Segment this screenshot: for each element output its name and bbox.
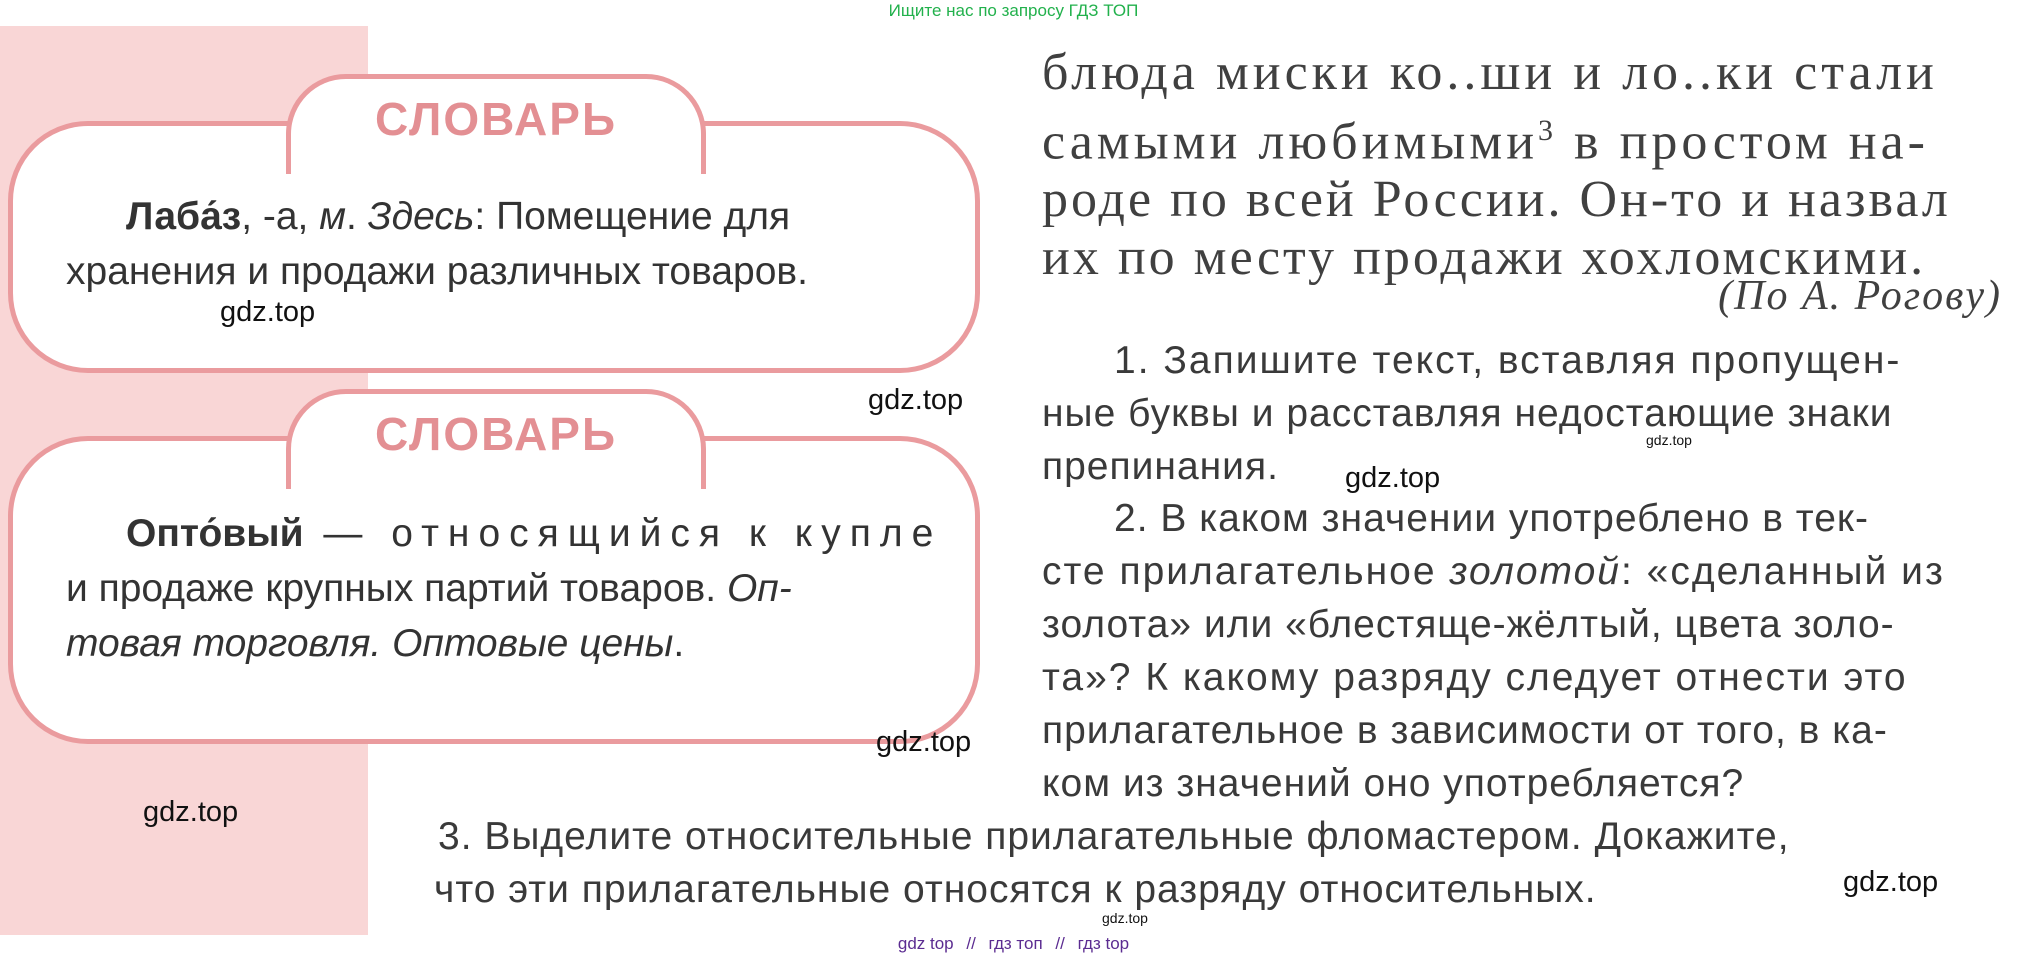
vocabulary-entry-optovyi: Опто́вый — относящийся к купле и продаже крупных партий товаров. Оп- товая торговля. Оптовые цены. xyxy=(66,512,943,665)
bottom-link-2[interactable]: гдз топ xyxy=(988,934,1043,953)
link-separator: // xyxy=(966,934,976,953)
footnote-marker: 3 xyxy=(1538,114,1558,147)
top-banner[interactable]: Ищите нас по запросу ГДЗ ТОП xyxy=(888,1,1139,20)
text-line: роде по всей России. Он-то и назвал xyxy=(1042,171,1951,229)
watermark: gdz.top xyxy=(1345,462,1441,494)
watermark: gdz.top xyxy=(1843,866,1939,898)
bottom-link-3[interactable]: гдз top xyxy=(1077,934,1130,953)
text-line: их по месту продажи хохломскими. xyxy=(1042,229,1927,287)
textbook-page-scan xyxy=(0,26,2027,935)
text-line: самыми любимыми$^3$ в простом на- xyxy=(1042,113,1929,171)
task-3: 3. Выделите относительные прилагательные фломастером. Докажите, что эти прилагательные относятся к разряду относительных. xyxy=(434,815,1790,911)
watermark: gdz.top xyxy=(868,384,964,416)
watermark: gdz.top xyxy=(876,726,972,758)
bottom-link-1[interactable]: gdz top xyxy=(897,934,954,953)
bottom-links xyxy=(0,934,2027,954)
entry-term: Опто́вый xyxy=(126,512,304,555)
watermark: gdz.top xyxy=(143,796,239,828)
highlighted-word: золотой xyxy=(1449,550,1621,593)
watermark: gdz.top xyxy=(220,296,316,328)
task-1: 1. Запишите текст, вставляя пропущен- ные буквы и расставляя недостающие знаки препинания. xyxy=(1042,339,1902,488)
vocabulary-card-1-title: СЛОВАРЬ xyxy=(286,74,706,174)
vocabulary-entry-labaz: Лаба́з, -а, м. Здесь: Помещение для хранения и продажи различных товаров. xyxy=(66,195,808,293)
text-author: (По А. Рогову) xyxy=(1718,273,2002,319)
reading-text xyxy=(1042,44,2002,287)
entry-term: Лаба́з xyxy=(126,195,242,238)
watermark-small: gdz.top xyxy=(1646,432,1692,448)
watermark-small: gdz.top xyxy=(1102,910,1148,926)
text-line: блюда миски ко..ши и ло..ки стали xyxy=(1042,44,1938,101)
link-separator: // xyxy=(1055,934,1065,953)
task-2: 2. В каком значении употреблено в тек- сте прилагательное золотой: «сделанный из золота» или «блестяще-жёлтый, цвета золо- та»? К какому разряду следует отнести это прилагательное в зависимости от того, в ка- ком из значений оно употребляется? xyxy=(1042,497,1945,805)
vocabulary-card-2-title: СЛОВАРЬ xyxy=(286,389,706,489)
